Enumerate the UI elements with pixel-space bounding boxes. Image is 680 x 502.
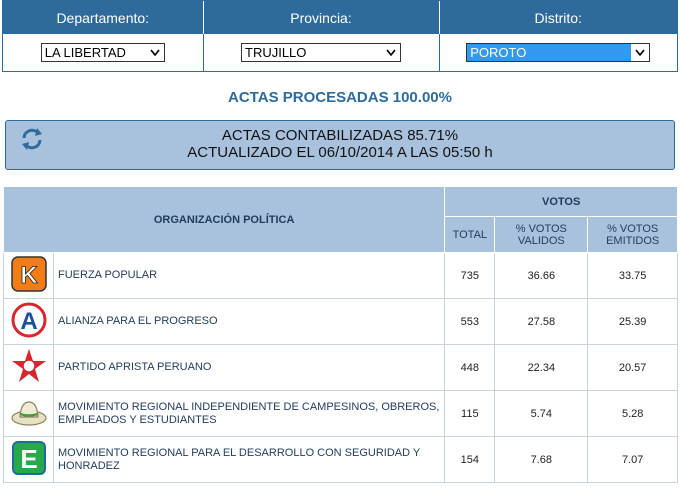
org-header: ORGANIZACIÓN POLÍTICA [4, 187, 445, 253]
pct-validos: 7.68 [495, 437, 588, 483]
table-row [4, 299, 678, 345]
total-votes: 154 [445, 437, 495, 483]
party-name: MOVIMIENTO REGIONAL INDEPENDIENTE DE CAMPESINOS, OBREROS, EMPLEADOS Y ESTUDIANTES [54, 391, 445, 437]
chevron-down-icon [148, 45, 162, 60]
distrito-cell [439, 34, 677, 71]
table-row [4, 391, 678, 437]
party-name: ALIANZA PARA EL PROGRESO [54, 299, 445, 345]
a-logo-icon [11, 302, 47, 338]
chevron-down-icon [384, 45, 398, 60]
provincia-select-value: TRUJILLO [245, 45, 307, 60]
pct-emitidos: 5.28 [588, 391, 678, 437]
party-name: MOVIMIENTO REGIONAL PARA EL DESARROLLO CON SEGURIDAD Y HONRADEZ [54, 437, 445, 483]
star-logo-icon [11, 348, 47, 384]
departamento-select[interactable] [41, 43, 165, 62]
party-name: FUERZA POPULAR [54, 253, 445, 299]
last-updated: ACTUALIZADO EL 06/10/2014 A LAS 05:50 h [187, 144, 493, 161]
e-logo-icon [11, 440, 47, 476]
provincia-cell [203, 34, 439, 71]
pct-emitidos: 25.39 [588, 299, 678, 345]
pct-validos: 22.34 [495, 345, 588, 391]
results-table [3, 186, 678, 483]
table-row [4, 345, 678, 391]
departamento-select-value: LA LIBERTAD [44, 45, 126, 60]
total-votes: 735 [445, 253, 495, 299]
pct-validos: 5.74 [495, 391, 588, 437]
votos-header: VOTOS [445, 187, 678, 217]
departamento-label: Departamento: [3, 1, 203, 34]
provincia-select[interactable] [241, 43, 401, 62]
provincia-label: Provincia: [203, 1, 439, 34]
pct-emitidos: 7.07 [588, 437, 678, 483]
party-name: PARTIDO APRISTA PERUANO [54, 345, 445, 391]
distrito-select-value: POROTO [470, 45, 527, 60]
validos-header: % VOTOS VALIDOS [495, 217, 588, 253]
total-votes: 553 [445, 299, 495, 345]
svg-text:K: K [19, 262, 38, 289]
svg-text:E: E [19, 444, 38, 474]
k-logo-icon [11, 256, 47, 292]
emitidos-header: % VOTOS EMITIDOS [588, 217, 678, 253]
pct-validos: 36.66 [495, 253, 588, 299]
svg-text:A: A [19, 308, 38, 335]
table-row [4, 253, 678, 299]
status-panel [5, 120, 675, 170]
pct-validos: 27.58 [495, 299, 588, 345]
chevron-down-icon [633, 45, 647, 60]
actas-procesadas-heading: ACTAS PROCESADAS 100.00% [228, 89, 452, 106]
actas-contabilizadas: ACTAS CONTABILIZADAS 85.71% [221, 127, 459, 144]
table-row [4, 437, 678, 483]
departamento-cell [3, 34, 203, 71]
refresh-icon[interactable] [18, 125, 46, 153]
total-votes: 115 [445, 391, 495, 437]
pct-emitidos: 20.57 [588, 345, 678, 391]
total-votes: 448 [445, 345, 495, 391]
distrito-label: Distrito: [439, 1, 677, 34]
location-filter-bar [2, 0, 678, 72]
pct-emitidos: 33.75 [588, 253, 678, 299]
hat-logo-icon [10, 394, 48, 430]
distrito-select[interactable] [466, 43, 650, 62]
total-header: TOTAL [445, 217, 495, 253]
